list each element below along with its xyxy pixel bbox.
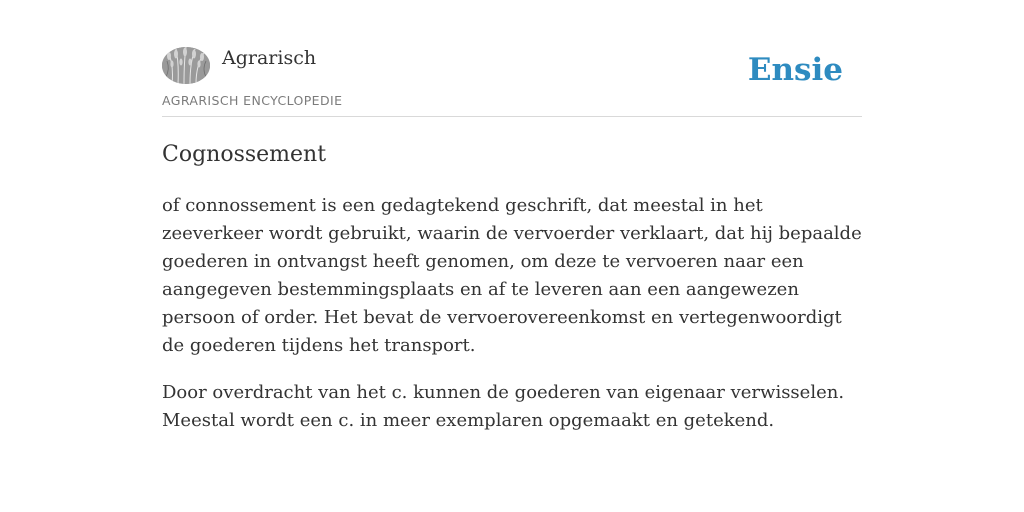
source-name[interactable]: Agrarisch	[222, 47, 317, 69]
header	[162, 0, 862, 117]
source-avatar[interactable]	[162, 47, 210, 84]
brand-logo[interactable]: Ensie	[747, 52, 843, 88]
article-body	[162, 192, 862, 454]
page	[162, 0, 862, 431]
article-title: Cognossement	[162, 142, 327, 167]
article-paragraph: of connossement is een gedagtekend geschrift, dat meestal in het zeeverkeer wordt gebruikt, waarin de vervoerder verklaart, dat hij bepaalde goederen in ontvangst heeft genomen, om deze te vervoeren naar een aangegeven bestemmingsplaats en af te leveren aan een aangewezen persoon of order. Het bevat de vervoerovereenkomst en vertegenwoordigt de goederen tijdens het transport.	[162, 195, 862, 356]
source-subtitle[interactable]: AGRARISCH ENCYCLOPEDIE	[162, 93, 343, 108]
article-paragraph: Door overdracht van het c. kunnen de goederen van eigenaar verwisselen. Meestal wordt een c. in meer exemplaren opgemaakt en getekend.	[162, 382, 845, 431]
wheat-icon	[162, 47, 210, 84]
